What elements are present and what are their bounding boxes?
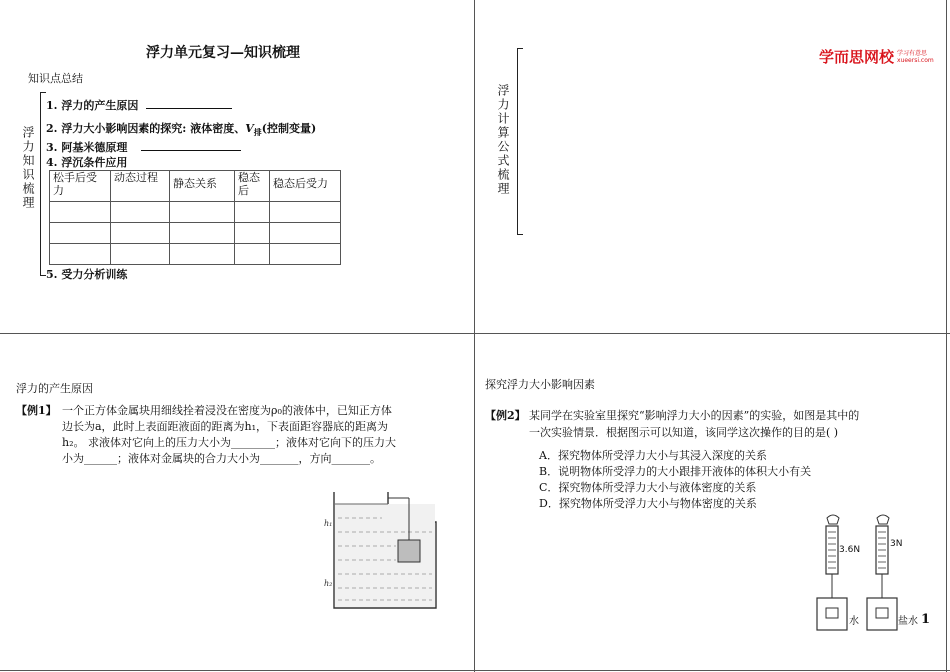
table-cell[interactable] [170, 223, 235, 244]
table-header-cell: 静态关系 [170, 171, 235, 202]
table-cell[interactable] [50, 223, 111, 244]
table-cell[interactable] [50, 244, 111, 265]
table-header-row [50, 171, 341, 202]
bottom-right-pane [475, 334, 946, 670]
item-2-sub: 排 [253, 127, 262, 138]
table-cell[interactable] [235, 244, 270, 265]
item-1-text: 1. 浮力的产生原因 [46, 99, 139, 112]
brand-main: 学而思网校 [819, 48, 895, 66]
block-2 [876, 608, 888, 618]
table-cell[interactable] [270, 223, 341, 244]
top-left-pane [0, 0, 474, 333]
top-right-pane [475, 0, 946, 333]
table-cell[interactable] [50, 202, 111, 223]
table-header-cell: 稳态后受力 [270, 171, 341, 202]
page-number: 1 [921, 612, 931, 627]
formula-bracket [517, 48, 518, 234]
table-row [50, 223, 341, 244]
example-1-line-2: 边长为a，此时上表面距液面的距离为h₁，下表面距容器底的距离为 [62, 420, 389, 433]
option-b: B．说明物体所受浮力的大小跟排开液体的体积大小有关 [539, 465, 812, 478]
spring-scale-figure [809, 512, 919, 636]
h1-label: h₁ [324, 519, 333, 528]
brand-sub-2: xueersi.com [897, 56, 934, 64]
table-cell[interactable] [111, 244, 170, 265]
item-3 [46, 139, 241, 155]
bottom-left-pane [0, 334, 474, 670]
table-cell[interactable] [111, 223, 170, 244]
table-cell[interactable] [111, 202, 170, 223]
formula-bracket-bottom [517, 234, 523, 235]
item-3-blank [141, 150, 241, 151]
hand-1 [827, 515, 839, 524]
float-sink-table [49, 170, 341, 265]
table-cell[interactable] [270, 244, 341, 265]
table-row [50, 244, 341, 265]
example-2-label: 【例2】 [485, 409, 526, 422]
knowledge-bracket [40, 92, 41, 275]
example-1-line-4: 小为______；液体对金属块的合力大小为_______，方向_______。 [62, 452, 381, 465]
item-1-blank [146, 108, 232, 109]
right-border [946, 0, 947, 672]
table-header-cell: 松手后受力 [50, 171, 111, 202]
immersed-cube-figure [318, 488, 444, 612]
item-5: 5. 受力分析训练 [46, 268, 128, 281]
item-1 [46, 97, 232, 113]
item-2-v: V [245, 122, 254, 135]
table-header-cell: 稳态后 [235, 171, 270, 202]
table-row [50, 202, 341, 223]
scale-1-reading: 3.6N [839, 545, 861, 555]
scale-2-reading: 3N [890, 539, 903, 549]
h2-label: h₂ [324, 579, 333, 588]
table-cell[interactable] [170, 202, 235, 223]
page-title: 浮力单元复习—知识梳理 [146, 45, 300, 61]
summary-heading: 知识点总结 [28, 72, 83, 85]
formula-side-label: 浮力计算公式梳理 [496, 84, 510, 196]
knowledge-side-label: 浮力知识梳理 [21, 126, 35, 210]
table-cell[interactable] [170, 244, 235, 265]
bottom-border [0, 670, 950, 671]
block-1 [826, 608, 838, 618]
item-4: 4. 浮沉条件应用 [46, 156, 128, 169]
section-heading-1: 浮力的产生原因 [16, 382, 93, 395]
example-2-line-1: 某同学在实验室里探究“影响浮力大小的因素”的实验，如图是其中的 [529, 409, 860, 422]
hand-2 [877, 515, 889, 524]
beaker-2-liquid: 盐水 [898, 616, 918, 627]
formula-bracket-top [517, 48, 523, 49]
bracket-top-hook [40, 92, 46, 93]
item-3-text: 3. 阿基米德原理 [46, 141, 128, 154]
option-c: C．探究物体所受浮力大小与液体密度的关系 [539, 481, 757, 494]
example-1-label: 【例1】 [16, 404, 57, 417]
table-header-cell: 动态过程 [111, 171, 170, 202]
metal-cube [398, 540, 420, 562]
section-heading-2: 探究浮力大小影响因素 [485, 378, 595, 391]
brand-logo [819, 46, 934, 67]
beaker-1-liquid: 水 [849, 616, 859, 627]
item-2 [46, 120, 316, 138]
option-a: A．探究物体所受浮力大小与其浸入深度的关系 [539, 449, 767, 462]
table-cell[interactable] [235, 223, 270, 244]
example-1-line-3: h₂。 求液体对它向上的压力大小为________；液体对它向下的压力大 [62, 436, 396, 449]
table-cell[interactable] [270, 202, 341, 223]
item-2-text: 2. 浮力大小影响因素的探究: 液体密度、 [46, 122, 246, 135]
brand-sub-1: 学习有意思 [897, 49, 928, 57]
example-2-line-2: 一次实验情景．根据图示可以知道，该同学这次操作的目的是( ) [529, 426, 839, 439]
item-2-control: (控制变量) [261, 122, 317, 135]
example-1-line-1: 一个正方体金属块用细线拴着浸没在密度为ρ₀的液体中，已知正方体 [62, 404, 392, 417]
option-d: D．探究物体所受浮力大小与物体密度的关系 [539, 497, 757, 510]
table-cell[interactable] [235, 202, 270, 223]
